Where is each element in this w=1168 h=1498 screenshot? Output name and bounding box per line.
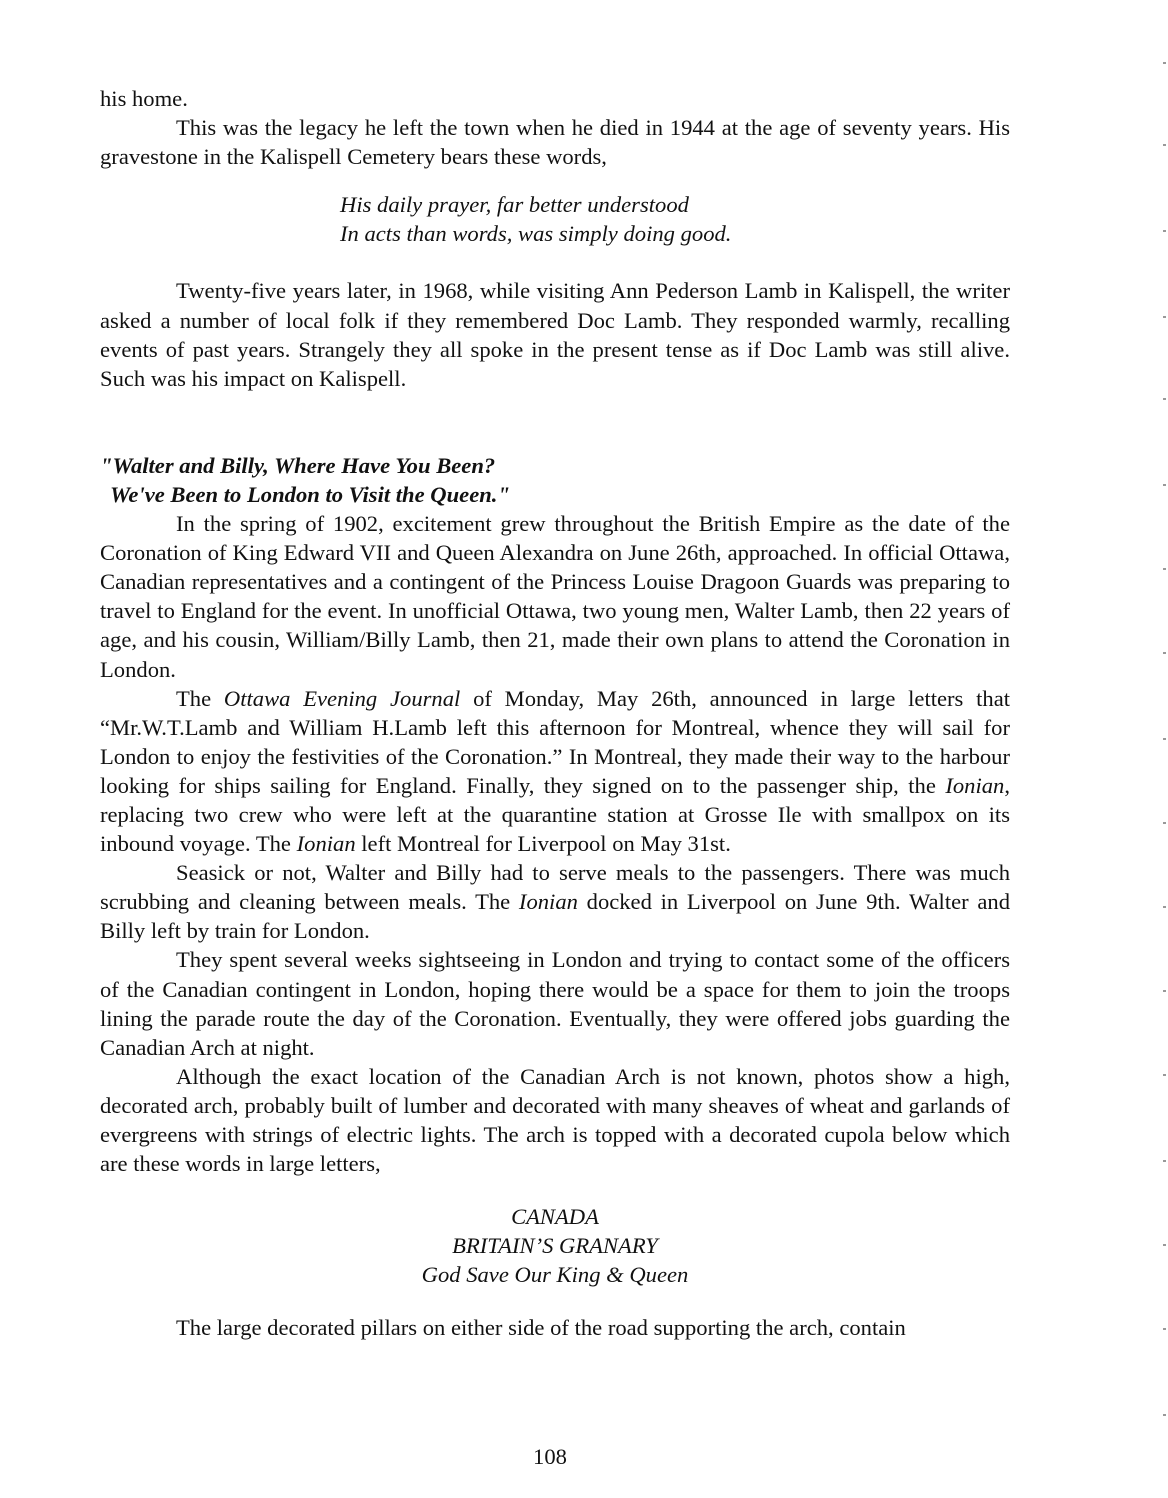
paragraph-canadian-arch: Although the exact location of the Canadian Arch is not known, photos show a high, decorated arch, probably built of lumber and decorated with many sheaves of wheat and garlands of evergreens with strings of electric lights. The arch is topped with a decorated cupola below which are these words in large letters, [100, 1063, 1010, 1177]
paragraph-evening-journal [100, 684, 1010, 859]
inscription-line: BRITAIN’S GRANARY [452, 1233, 658, 1259]
scan-margin-mark [1163, 1160, 1166, 1162]
text-run: The [176, 685, 224, 711]
scan-margin-mark [1163, 822, 1166, 824]
paragraph-continuation: his home. [100, 86, 188, 111]
paragraph-seasick [100, 858, 1010, 945]
newspaper-title: Ottawa Evening Journal [223, 685, 461, 711]
verse-line: His daily prayer, far better understood [340, 192, 689, 218]
inscription-line: God Save Our King & Queen [421, 1262, 689, 1288]
scan-margin-mark [1163, 990, 1166, 992]
scan-margin-mark [1163, 1244, 1166, 1246]
text-run: docked in Liverpool on June 9th. Walter and Billy left by train for London. [100, 889, 1010, 944]
scan-margin-mark [1163, 62, 1166, 64]
text-run: Seasick or not, Walter and Billy had to serve meals to the passengers. There was much scrubbing and cleaning between meals. The [100, 860, 1010, 915]
paragraph-pillars: The large decorated pillars on either side of the road supporting the arch, contain [176, 1315, 906, 1341]
scan-margin-mark [1163, 568, 1166, 570]
text-run: , replacing two crew who were left at the quarantine station at Grosse Ile with smallpox on its inbound voyage. The [100, 772, 1010, 857]
ship-name: Ionian [296, 831, 356, 857]
section-heading [100, 451, 1010, 509]
paragraph-legacy: This was the legacy he left the town when he died in 1944 at the age of seventy years. His gravestone in the Kalispell Cemetery bears these words, [100, 115, 1010, 170]
page-number: 108 [533, 1444, 567, 1469]
scan-margin-mark [1163, 144, 1166, 146]
scan-margin-mark [1163, 398, 1166, 400]
scan-margin-mark [1163, 1414, 1166, 1416]
scan-margin-mark [1163, 230, 1166, 232]
inscription-line: CANADA [511, 1204, 599, 1230]
scan-margin-mark [1163, 316, 1166, 318]
paragraph-sightseeing: They spent several weeks sightseeing in London and trying to contact some of the officers of the Canadian contingent in London, hoping there would be a space for them to join the troops lining the parade route the day of the Coronation. Eventually, they were offered jobs guarding the Canadian Arch at night. [100, 947, 1010, 1060]
verse-line: In acts than words, was simply doing good. [340, 221, 732, 247]
ship-name: Ionian [945, 772, 1005, 798]
scan-margin-mark [1163, 1074, 1166, 1076]
body-text [100, 84, 1010, 1343]
paragraph-spring-1902: In the spring of 1902, excitement grew throughout the British Empire as the date of the Coronation of King Edward VII and Queen Alexandra on June 26th, approached. In official Ottawa, Canadian representatives and a contingent of the Princess Louise Dragoon Guards was preparing to travel to England for the event. In unofficial Ottawa, two young men, Walter Lamb, then 22 years of age, and his cousin, William/Billy Lamb, then 21, made their own plans to attend the Coronation in London. [100, 511, 1010, 682]
heading-line: We've Been to London to Visit the Queen." [110, 481, 510, 507]
text-run: of Monday, May 26th, announced in large letters that “Mr.W.T.Lamb and William H.Lamb left this afternoon for Montreal, whence they will sail for London to enjoy the festivities of the Coronation.” In Montreal, they made their way to the harbour looking for ships sailing for England. Finally, they signed on to the passenger ship, the [100, 685, 1010, 798]
gravestone-verse [340, 190, 1010, 248]
scan-margin-mark [1163, 652, 1166, 654]
paragraph-1968-visit: Twenty-five years later, in 1968, while visiting Ann Pederson Lamb in Kalispell, the writer asked a number of local folk if they remembered Doc Lamb. They responded warmly, recalling events of past years. Strangely they all spoke in the present tense as if Doc Lamb was still alive. Such was his impact on Kalispell. [100, 278, 1010, 391]
scan-margin-mark [1163, 738, 1166, 740]
scan-margin-mark [1163, 906, 1166, 908]
ship-name: Ionian [518, 889, 578, 915]
scan-margin-mark [1163, 1328, 1166, 1330]
arch-inscription [100, 1202, 1010, 1289]
scan-margin-mark [1163, 484, 1166, 486]
text-run: left Montreal for Liverpool on May 31st. [355, 831, 731, 857]
heading-line: "Walter and Billy, Where Have You Been? [100, 452, 496, 478]
